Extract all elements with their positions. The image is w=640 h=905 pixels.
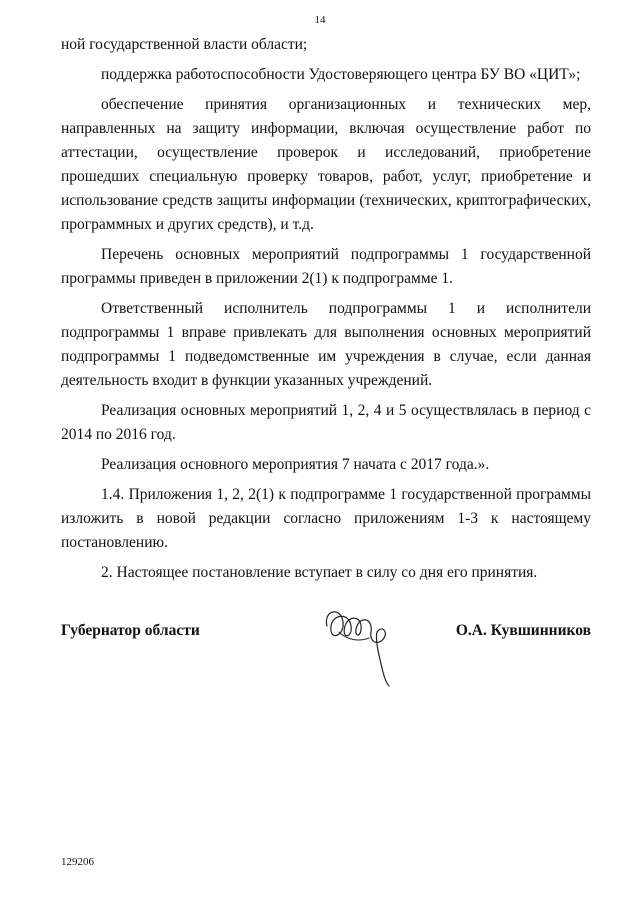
paragraph: 2. Настоящее постановление вступает в силу со дня его принятия. (101, 564, 538, 581)
signature-block (61, 618, 591, 698)
paragraph: ной государственной власти области; (61, 36, 308, 53)
paragraph: обеспечение принятия организационных и технических мер, направленных на защиту информации, включая осуществление работ по аттестации, осуществление проверок и исследований, приобретение прошедших специальную проверку товаров, работ, услуг, приобретение и использование средств защиты информации (технических, криптографических, программных и других средств), и т.д. (61, 96, 591, 233)
page-number: 14 (314, 14, 326, 26)
document-code: 129206 (61, 856, 94, 868)
paragraph: Ответственный исполнитель подпрограммы 1 и исполнители подпрограммы 1 вправе привлекать для выполнения основных мероприятий подпрограммы 1 подведомственные им учреждения в случае, если данная деятельность входит в функции указанных учреждений. (61, 300, 591, 389)
document-body (61, 33, 591, 585)
signer-name: О.А. Кувшинников (455, 622, 591, 639)
paragraph: Реализация основного мероприятия 7 начата с 2017 года.». (101, 456, 490, 473)
paragraph: 1.4. Приложения 1, 2, 2(1) к подпрограмме 1 государственной программы изложить в новой редакции согласно приложениям 1-3 к настоящему постановлению. (61, 486, 591, 551)
paragraph: Перечень основных мероприятий подпрограммы 1 государственной программы приведен в приложении 2(1) к подпрограмме 1. (61, 246, 591, 287)
paragraph: Реализация основных мероприятий 1, 2, 4 и 5 осуществлялась в период с 2014 по 2016 год. (61, 402, 591, 443)
handwritten-signature-icon (319, 596, 399, 688)
paragraph: поддержка работоспособности Удостоверяющего центра БУ ВО «ЦИТ»; (101, 66, 581, 83)
signer-position: Губернатор области (61, 622, 200, 639)
